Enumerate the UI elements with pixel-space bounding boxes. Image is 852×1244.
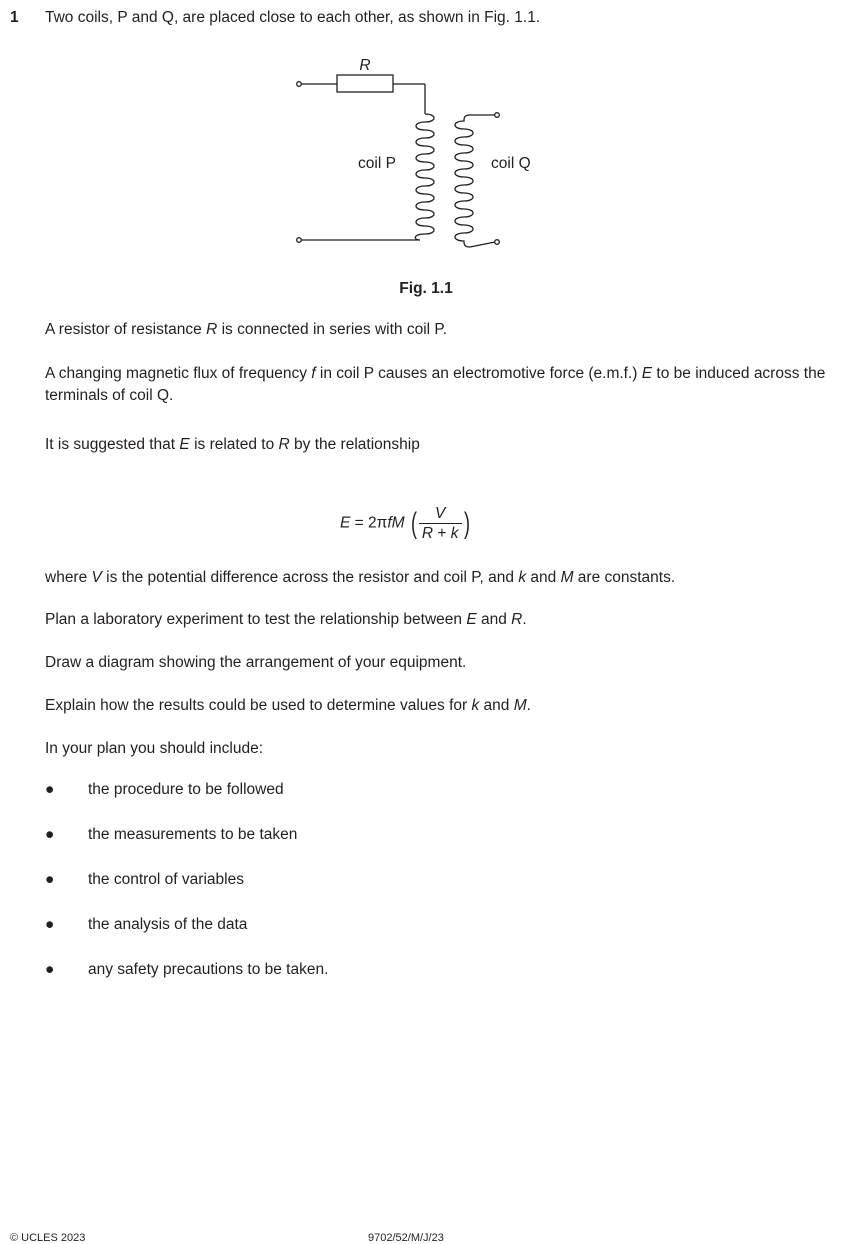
terminal-top-right — [495, 113, 500, 118]
list-item: ● the procedure to be followed — [45, 781, 284, 798]
list-item: ● the control of variables — [45, 871, 244, 888]
terminal-bottom-left — [297, 238, 302, 243]
terminal-top-left — [297, 82, 302, 87]
label-coil-p: coil P — [358, 155, 396, 172]
coil-q — [455, 115, 495, 247]
footer-copyright: © UCLES 2023 — [10, 1232, 86, 1244]
footer-paper-code: 9702/52/M/J/23 — [368, 1232, 444, 1244]
question-intro: Two coils, P and Q, are placed close to each other, as shown in Fig. 1.1. — [45, 9, 541, 26]
label-coil-q: coil Q — [491, 155, 531, 172]
resistor-r — [337, 75, 393, 92]
list-item: ● the measurements to be taken — [45, 826, 298, 843]
terminal-bottom-right — [495, 240, 500, 245]
figure-1-1 — [280, 52, 540, 257]
paragraph-flux: A changing magnetic flux of frequency f in coil P causes an electromotive force (e.m.f.) E to be induced across the terminals of coil Q. — [45, 365, 826, 404]
paragraph-include: In your plan you should include: — [45, 740, 264, 757]
coil-circuit-diagram — [280, 52, 540, 252]
question-number: 1 — [10, 9, 19, 26]
plan-checklist — [45, 781, 328, 1006]
coil-p — [415, 114, 434, 240]
paragraph-plan: Plan a laboratory experiment to test the relationship between E and R. — [45, 611, 527, 628]
paragraph-where: where V is the potential difference across the resistor and coil P, and k and M are constants. — [45, 569, 676, 586]
paragraph-resistor: A resistor of resistance R is connected in series with coil P. — [45, 321, 448, 338]
relationship-formula: E = 2πfM ( $\frac{V}{R + k}$ ) — [340, 505, 470, 542]
list-item: ● any safety precautions to be taken. — [45, 961, 329, 978]
paragraph-suggested: It is suggested that E is related to R by the relationship — [45, 436, 420, 453]
paragraph-diagram: Draw a diagram showing the arrangement of your equipment. — [45, 654, 467, 671]
paragraph-explain: Explain how the results could be used to determine values for k and M. — [45, 697, 531, 714]
label-r: R — [359, 57, 371, 74]
figure-caption: Fig. 1.1 — [399, 280, 453, 297]
list-item: ● the analysis of the data — [45, 916, 248, 933]
